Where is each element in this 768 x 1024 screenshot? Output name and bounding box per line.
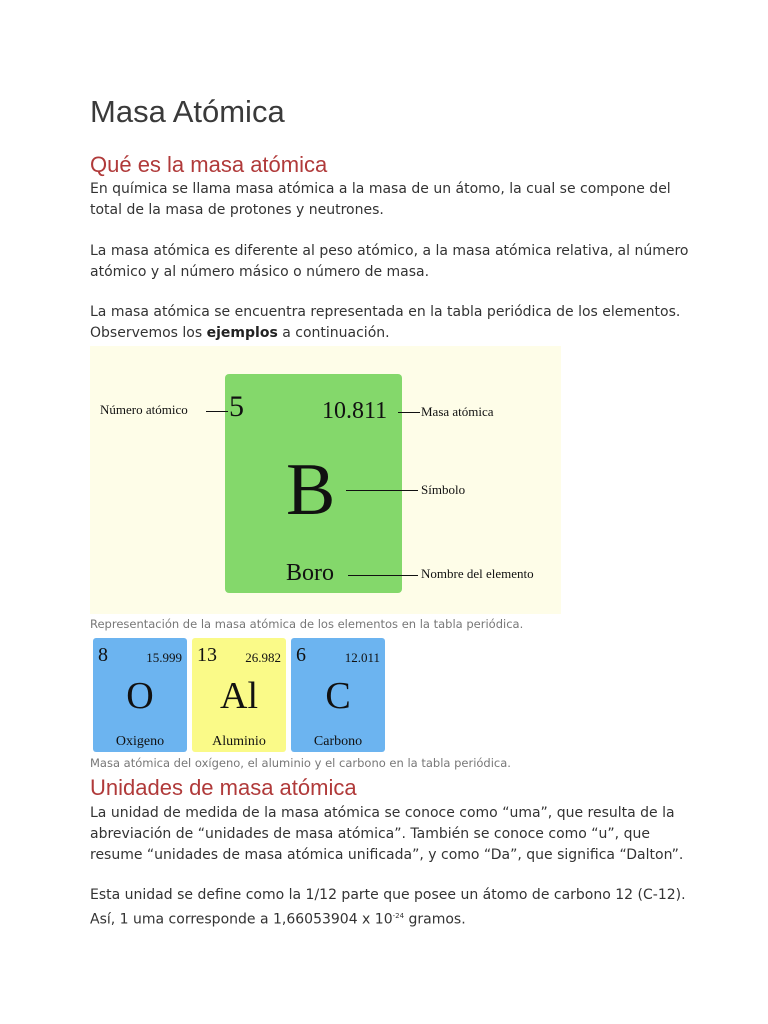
boron-element-figure (90, 346, 561, 614)
element-tile-oxygen (93, 638, 187, 752)
boron-symbol: B (286, 449, 336, 531)
label-symbol: Símbolo (421, 482, 466, 497)
label-element-name: Nombre del elemento (421, 566, 534, 581)
pointer-line-name (348, 575, 418, 576)
element-mass: 26.982 (245, 650, 281, 665)
caption-elements: Masa atómica del oxígeno, el aluminio y el carbono en la tabla periódica. (90, 756, 511, 770)
label-atomic-number: Número atómico (100, 402, 188, 417)
element-mass: 12.011 (344, 650, 380, 665)
boron-name: Boro (286, 560, 334, 586)
pointer-line-number (206, 411, 228, 412)
element-number: 6 (296, 644, 306, 666)
section-heading-what-is: Qué es la masa atómica (90, 152, 328, 177)
label-atomic-mass: Masa atómica (421, 404, 494, 419)
pointer-line-symbol (346, 490, 418, 491)
element-name: Carbono (313, 734, 363, 749)
element-mass: 15.999 (146, 650, 182, 665)
element-name: Aluminio (212, 734, 266, 749)
element-symbol: C (325, 675, 351, 717)
element-tile-aluminum (192, 638, 286, 752)
examples-emphasis: ejemplos (206, 325, 278, 341)
exponent: -24 (392, 912, 405, 920)
paragraph-definition-unit: Esta unidad se define como la 1/12 parte que posee un átomo de carbono 12 (C-12). Así, 1 uma corresponde a 1,66053904 x $10^{-24}$ gramos. (90, 887, 686, 928)
paragraph-units: La unidad de medida de la masa atómica se conoce como “uma”, que resulta de la abreviación de “unidades de masa atómica”. También se conoce como “u”, que resume “unidades de masa atómica unificada”, y como “Da”, que significa “Dalton”. (90, 805, 684, 863)
paragraph-difference: La masa atómica es diferente al peso atómico, a la masa atómica relativa, al número atómico y al número másico o número de masa. (90, 243, 689, 280)
element-name: Oxigeno (115, 734, 165, 749)
boron-atomic-mass: 10.811 (322, 398, 388, 424)
page-title: Masa Atómica (90, 94, 285, 129)
element-tile-carbon (291, 638, 385, 752)
caption-boron: Representación de la masa atómica de los elementos en la tabla periódica. (90, 617, 524, 631)
element-number: 13 (197, 644, 217, 666)
element-symbol: Al (220, 675, 258, 717)
paragraph-periodic-table: La masa atómica se encuentra representada en la tabla periódica de los elementos. Observemos los ejemplos a continuación. (90, 304, 681, 341)
paragraph-definition: En química se llama masa atómica a la masa de un átomo, la cual se compone del total de la masa de protones y neutrones. (90, 181, 671, 218)
pointer-line-mass (398, 412, 420, 413)
element-number: 8 (98, 644, 108, 666)
section-heading-units: Unidades de masa atómica (90, 775, 357, 800)
element-symbol: O (126, 675, 154, 717)
boron-atomic-number: 5 (229, 390, 244, 423)
